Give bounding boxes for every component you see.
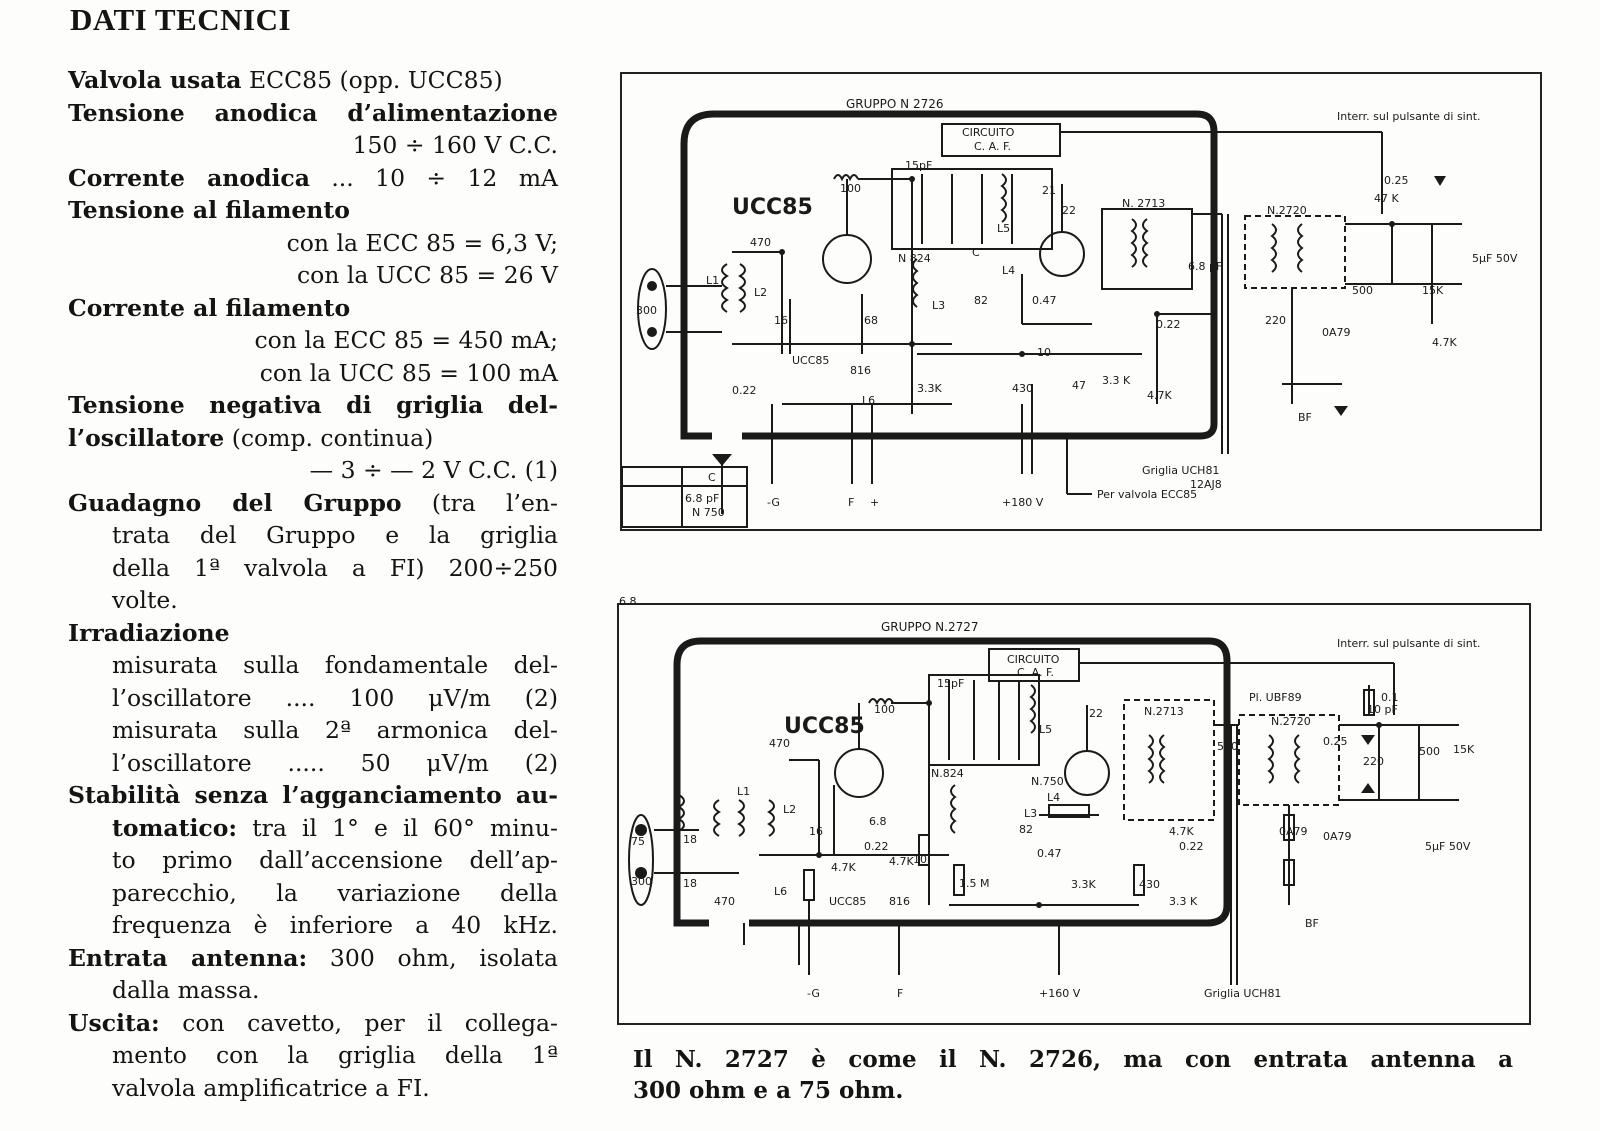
tensione-filamento-ucc: con la UCC 85 = 26 V [296, 261, 558, 289]
sch-bottom-component-label: UCC85 [829, 895, 867, 908]
tech-specs [68, 64, 558, 1104]
guadagno-text-4: volte. [112, 586, 178, 614]
sch-top-component-label: 0A79 [1322, 326, 1351, 339]
page-title: DATI TECNICI [70, 2, 292, 37]
sch-bottom-component-label: 5μF 50V [1425, 840, 1471, 853]
sch-top-table-value2: N 750 [692, 506, 725, 519]
sch-top-component-label: 4.7K [1147, 389, 1172, 402]
sch-top-component-label: 82 [974, 294, 988, 307]
sch-bottom-component-label: L5 [1039, 723, 1053, 736]
sch-bottom-component-label: 0.47 [1037, 847, 1062, 860]
uscita-text-3: valvola amplificatrice a FI. [112, 1073, 430, 1102]
sch-top-griglia2: 12AJ8 [1190, 478, 1222, 491]
schematic-gruppo-2726 [620, 72, 1542, 531]
sch-bottom-caf2: C. A. F. [1017, 666, 1055, 679]
entrata-text-2: dalla massa. [112, 976, 260, 1004]
corrente-anodica-label: Corrente anodica [68, 163, 310, 192]
spec-valvola [68, 64, 558, 97]
sch-bottom-n750: N.750 [1031, 775, 1064, 788]
sch-bottom-component-label: 0.25 [1323, 735, 1348, 748]
sch-bottom-component-label: 300 [631, 875, 652, 888]
spec-uscita [68, 1007, 558, 1040]
guadagno-text-3: della 1ª valvola a FI) 200÷250 [112, 553, 558, 582]
caption-line-2: 300 ohm e a 75 ohm. [633, 1077, 904, 1104]
sch-top-component-label: 0.22 [732, 384, 757, 397]
sch-top-component-label: C [972, 246, 980, 259]
sch-top-per-valvola: Per valvola ECC85 [1097, 488, 1198, 501]
entrata-label: Entrata antenna: [68, 943, 308, 972]
sch-bottom-n2720: N.2720 [1271, 715, 1311, 728]
stabilita-text-2 [68, 812, 558, 845]
sch-top-component-label: L2 [754, 286, 768, 299]
sch-bottom-component-label: 500 [1217, 740, 1238, 753]
spec-irradiazione [68, 617, 558, 650]
sch-bottom-component-label: 3.3 K [1169, 895, 1198, 908]
sch-top-component-label: 47 K [1374, 192, 1399, 205]
sch-bottom-component-label: 0.22 [864, 840, 889, 853]
sch-bottom-component-label: 22 [1089, 707, 1103, 720]
sch-top-component-label: 21 [1042, 184, 1056, 197]
irradiazione-label: Irradiazione [68, 618, 230, 647]
guadagno-label: Guadagno del Gruppo [68, 488, 402, 517]
sch-bottom-tube: UCC85 [784, 714, 865, 739]
sch-bottom-component-label: L2 [783, 803, 797, 816]
corrente-filamento-ucc: con la UCC 85 = 100 mA [259, 358, 558, 387]
sch-bottom-component-label: 75 [631, 835, 645, 848]
sch-top-component-label: 15pF [905, 159, 933, 172]
sch-bottom-component-label: 0.1 [1381, 691, 1399, 704]
sch-bottom-component-label: 18 [683, 877, 697, 890]
sch-top-component-label: L4 [1002, 264, 1016, 277]
sch-bottom-component-label: 0A79 [1279, 825, 1308, 838]
tensione-negativa-value: — 3 ÷ — 2 V C.C. (1) [309, 456, 558, 484]
sch-top-n2713: N. 2713 [1122, 197, 1166, 210]
stabilita-text-5: frequenza è inferiore a 40 kHz. [112, 911, 558, 939]
tensione-filamento-label: Tensione al filamento [68, 196, 350, 224]
sch-top-f: F [848, 496, 855, 509]
sch-bottom-component-label: 16 [809, 825, 823, 838]
sch-top-griglia: Griglia UCH81 [1142, 464, 1220, 477]
spec-tensione-anodica [68, 97, 558, 130]
sch-bottom-component-label: L3 [1024, 807, 1038, 820]
sch-bottom-component-label: 4.7K [1169, 825, 1194, 838]
sch-top-component-label: 10 [1037, 346, 1051, 359]
sch-top-component-label: 0.25 [1384, 174, 1409, 187]
sch-bottom-component-label: 470 [714, 895, 735, 908]
spec-tensione-negativa [68, 389, 558, 422]
sch-top-component-label: L5 [997, 222, 1011, 235]
sch-bottom-component-label: 1.5 M [959, 877, 990, 890]
sch-bottom-component-label: 816 [889, 895, 910, 908]
sch-top-component-label: 68 [864, 314, 878, 327]
tensione-negativa-label-2: l’oscillatore [68, 423, 225, 452]
schematic-2726-drawing [622, 74, 1540, 529]
sch-top-component-label: 500 [1352, 284, 1373, 297]
sch-top-group-label: GRUPPO N 2726 [846, 97, 944, 111]
sch-bottom-bf: BF [1305, 917, 1319, 930]
tensione-negativa-label: Tensione negativa di griglia del- [68, 391, 558, 419]
schematic-2727-drawing [619, 595, 1529, 1023]
sch-bottom-interr: Interr. sul pulsante di sint. [1337, 637, 1481, 650]
sch-top-component-label: 16 [774, 314, 788, 327]
sch-top-component-label: 220 [1265, 314, 1286, 327]
spec-entrata [68, 942, 558, 975]
irradiazione-text-1: misurata sulla fondamentale del- [112, 651, 558, 679]
tensione-filamento-ecc: con la ECC 85 = 6,3 V; [286, 228, 558, 257]
sch-bottom-component-label: 220 [1363, 755, 1384, 768]
sch-top-n2720: N.2720 [1267, 204, 1307, 217]
sch-bottom-f: F [897, 987, 904, 1000]
caption-line-1: Il N. 2727 è come il N. 2726, ma con entrata antenna a [633, 1046, 1513, 1073]
corrente-anodica-value: ... 10 ÷ 12 mA [331, 163, 558, 192]
sch-bottom-g: -G [807, 987, 820, 1000]
sch-top-table-header: C [708, 471, 716, 484]
irradiazione-text-3: misurata sulla 2ª armonica del- [112, 716, 558, 744]
irradiazione-text-4: l’oscillatore ..... 50 μV/m (2) [112, 748, 558, 777]
sch-top-component-label: UCC85 [792, 354, 830, 367]
sch-bottom-n2713: N.2713 [1144, 705, 1184, 718]
tensione-anodica-label: Tensione anodica d’alimentazione [68, 98, 558, 127]
sch-top-component-label: 3.3 K [1102, 374, 1131, 387]
sch-top-g: -G [767, 496, 780, 509]
sch-top-component-label: 5μF 50V [1472, 252, 1518, 265]
caption [633, 1044, 1513, 1106]
uscita-text-2: mento con la griglia della 1ª [112, 1041, 558, 1069]
sch-bottom-component-label: 6.8 [869, 815, 887, 828]
sch-bottom-griglia: Griglia UCH81 [1204, 987, 1282, 1000]
stabilita-text-2-rest: tra il 1° e il 60° minu- [252, 813, 558, 842]
sch-top-component-label: L1 [706, 274, 720, 287]
spec-stabilita [68, 779, 558, 812]
tensione-negativa-note: (comp. continua) [231, 423, 434, 452]
stabilita-text-4: parecchio, la variazione della [112, 878, 558, 907]
sch-bottom-component-label: 0A79 [1323, 830, 1352, 843]
sch-top-component-label: 0.47 [1032, 294, 1057, 307]
sch-top-tube: UCC85 [732, 195, 813, 220]
schematic-gruppo-2727 [617, 595, 1531, 1025]
corrente-filamento-label: Corrente al filamento [68, 293, 351, 322]
sch-top-table-value1: 6.8 pF [685, 492, 720, 505]
sch-top-component-label: 15K [1422, 284, 1444, 297]
sch-bottom-component-label: 430 [1139, 878, 1160, 891]
sch-top-caf: CIRCUITO [962, 126, 1015, 139]
sch-bottom-group-label: GRUPPO N.2727 [881, 620, 979, 634]
entrata-text-1: 300 ohm, isolata [329, 943, 558, 972]
corrente-filamento-ecc: con la ECC 85 = 450 mA; [254, 326, 558, 354]
spec-corrente-anodica [68, 162, 558, 195]
uscita-label: Uscita: [68, 1008, 160, 1037]
sch-top-component-label: 470 [750, 236, 771, 249]
sch-bottom-component-label: 0.22 [1179, 840, 1204, 853]
sch-bottom-component-label: 82 [1019, 823, 1033, 836]
irradiazione-text-2: l’oscillatore .... 100 μV/m (2) [112, 683, 558, 712]
sch-top-component-label: 22 [1062, 204, 1076, 217]
valvola-value: ECC85 (opp. UCC85) [249, 66, 503, 94]
sch-bottom-component-label: 3.3K [1071, 878, 1096, 891]
sch-bottom-caf: CIRCUITO [1007, 653, 1060, 666]
sch-top-180v: +180 V [1002, 496, 1044, 509]
sch-top-component-label: 816 [850, 364, 871, 377]
sch-top-component-label: L3 [932, 299, 946, 312]
sch-top-component-label: 6.8 pF [1188, 260, 1223, 273]
sch-top-component-label: 300 [636, 304, 657, 317]
sch-bottom-component-label: 4.7K [889, 855, 914, 868]
spec-corrente-filamento [68, 292, 558, 325]
sch-bottom-component-label: 470 [769, 737, 790, 750]
sch-bottom-n824: N.824 [931, 767, 964, 780]
sch-bottom-160v: +160 V [1039, 987, 1081, 1000]
spec-tensione-filamento [68, 194, 558, 227]
sch-top-n824: N 824 [898, 252, 931, 265]
stabilita-label: Stabilità senza l’agganciamento au- [68, 781, 558, 809]
sch-bottom-component-label: L4 [1047, 791, 1061, 804]
sch-top-component-label: 47 [1072, 379, 1086, 392]
sch-bottom-component-label: L6 [774, 885, 788, 898]
sch-top-component-label: 3.3K [917, 382, 942, 395]
sch-bottom-component-label: 500 [1419, 745, 1440, 758]
sch-top-plus: + [870, 496, 880, 509]
uscita-text-1: con cavetto, per il collega- [182, 1008, 558, 1037]
sch-bottom-component-label: 18 [683, 833, 697, 846]
sch-top-component-label: 0.22 [1156, 318, 1181, 331]
sch-top-component-label: L6 [862, 394, 876, 407]
sch-bottom-component-label: 4.7K [831, 861, 856, 874]
sch-bottom-component-label: 10 [913, 853, 927, 866]
sch-top-component-label: BF [1298, 411, 1312, 424]
sch-top-interr: Interr. sul pulsante di sint. [1337, 110, 1481, 123]
sch-bottom-component-label: 15pF [937, 677, 965, 690]
sch-top-component-label: 430 [1012, 382, 1033, 395]
sch-top-component-label: 4.7K [1432, 336, 1457, 349]
valvola-label: Valvola usata [68, 66, 242, 94]
stabilita-text-3: to primo dall’accensione dell’ap- [112, 846, 558, 874]
sch-top-component-label: 100 [840, 182, 861, 195]
stabilita-label-2: tomatico: [112, 813, 238, 842]
sch-bottom-pl: Pl. UBF89 [1249, 691, 1302, 704]
sch-bottom-component-label: 6.8 [619, 595, 637, 608]
spec-tensione-negativa-2 [68, 422, 558, 455]
sch-top-caf2: C. A. F. [974, 140, 1012, 153]
spec-guadagno [68, 487, 558, 520]
sch-bottom-component-label: 10 pF [1367, 703, 1398, 716]
guadagno-text-1: (tra l’en- [431, 488, 558, 517]
sch-bottom-component-label: 100 [874, 703, 895, 716]
sch-bottom-component-label: 15K [1453, 743, 1475, 756]
guadagno-text-2: trata del Gruppo e la griglia [112, 521, 558, 549]
sch-bottom-component-label: L1 [737, 785, 751, 798]
tensione-anodica-value: 150 ÷ 160 V C.C. [352, 131, 558, 159]
